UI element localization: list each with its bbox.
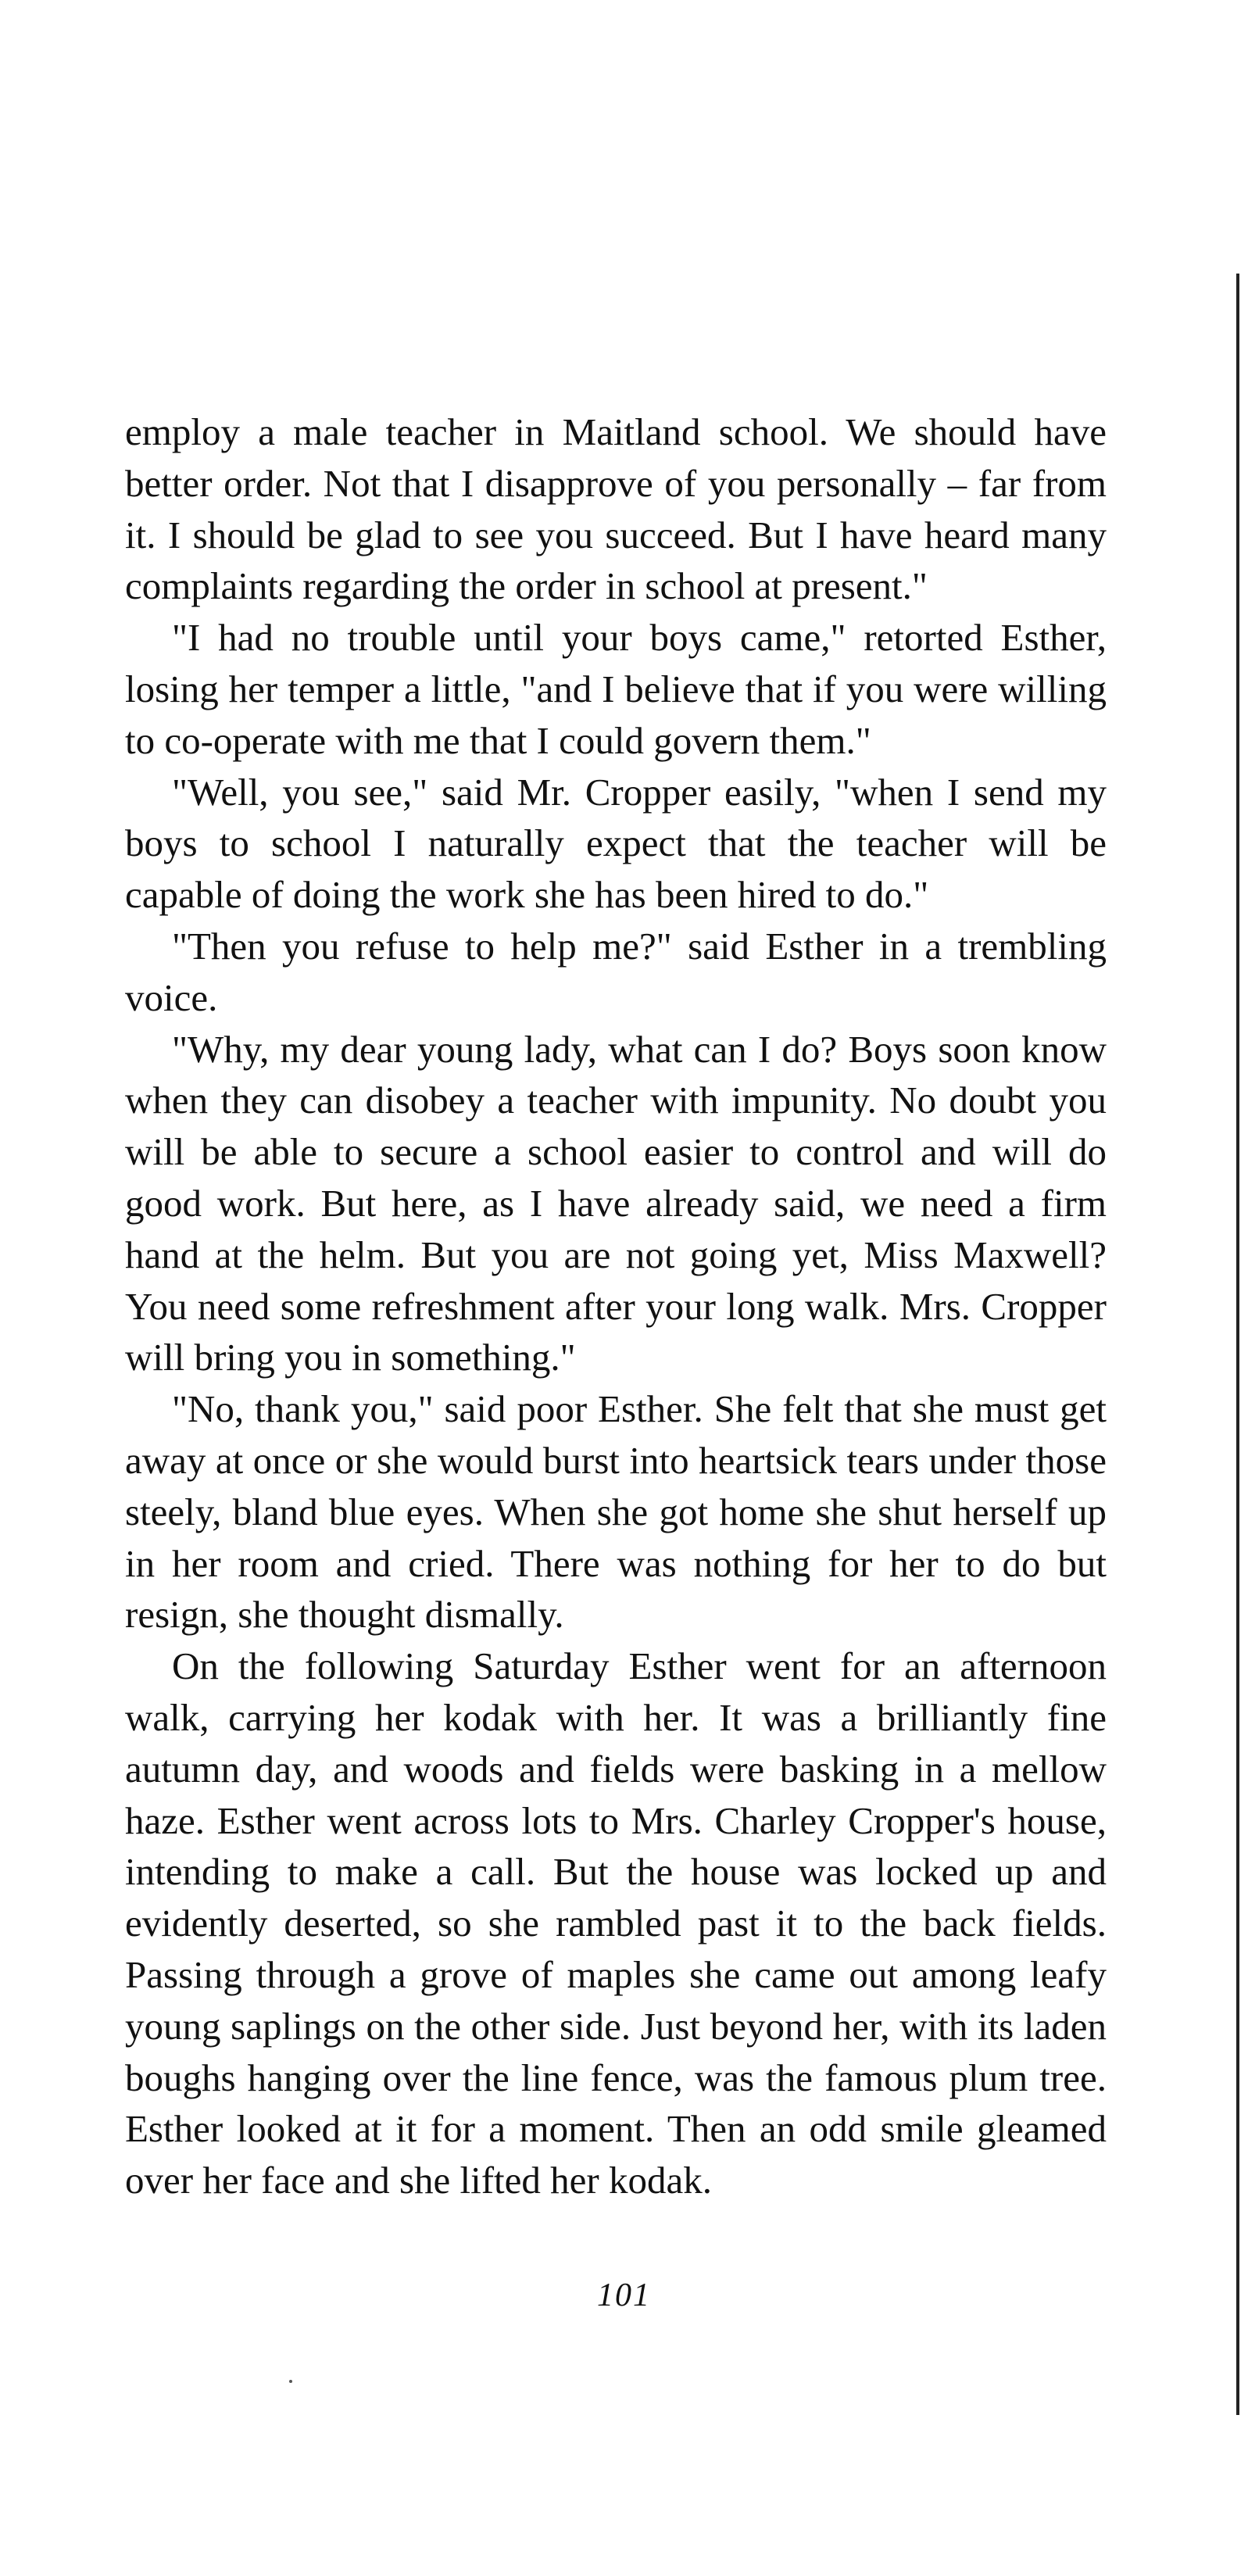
page-body bbox=[125, 406, 1107, 2206]
paragraph: "Well, you see," said Mr. Cropper easily, "when I send my boys to school I naturally expect that the teacher will be capable of doing the work she has been hired to do." bbox=[125, 770, 1107, 917]
paragraph: "Then you refuse to help me?" said Esther in a trembling voice. bbox=[125, 924, 1107, 1019]
page-number: 101 bbox=[597, 2277, 651, 2313]
paragraph-continuation: employ a male teacher in Maitland school. We should have better order. Not that I disapprove of you personally – far from it. I should be glad to see you succeed. But I have heard many complaints regarding the order in school at present." bbox=[125, 410, 1107, 608]
scan-speck bbox=[289, 2380, 292, 2383]
page-edge-line bbox=[1236, 274, 1239, 2415]
paragraph: "I had no trouble until your boys came," retorted Esther, losing her temper a little, "and I believe that if you were willing to co-operate with me that I could govern them." bbox=[125, 616, 1107, 762]
paragraph: "Why, my dear young lady, what can I do? Boys soon know when they can disobey a teacher with impunity. No doubt you will be able to secure a school easier to control and will do good work. But here, as I have already said, we need a firm hand at the helm. But you are not going yet, Miss Maxwell? You need some refreshment after your long walk. Mrs. Cropper will bring you in something." bbox=[125, 1027, 1107, 1379]
paragraph: On the following Saturday Esther went for an afternoon walk, carrying her kodak with her. It was a brilliantly fine autumn day, and woods and fields were basking in a mellow haze. Esther went across lots to Mrs. Charley Cropper's house, intending to make a call. But the house was locked up and evidently deserted, so she rambled past it to the back fields. Passing through a grove of maples she came out among leafy young saplings on the other side. Just beyond her, with its laden boughs hanging over the line fence, was the famous plum tree. Esther looked at it for a moment. Then an odd smile gleamed over her face and she lifted her kodak. bbox=[125, 1644, 1107, 2202]
paragraph: "No, thank you," said poor Esther. She felt that she must get away at once or she would burst into heartsick tears under those steely, bland blue eyes. When she got home she shut herself up in her room and cried. There was nothing for her to do but resign, she thought dismally. bbox=[125, 1387, 1107, 1637]
